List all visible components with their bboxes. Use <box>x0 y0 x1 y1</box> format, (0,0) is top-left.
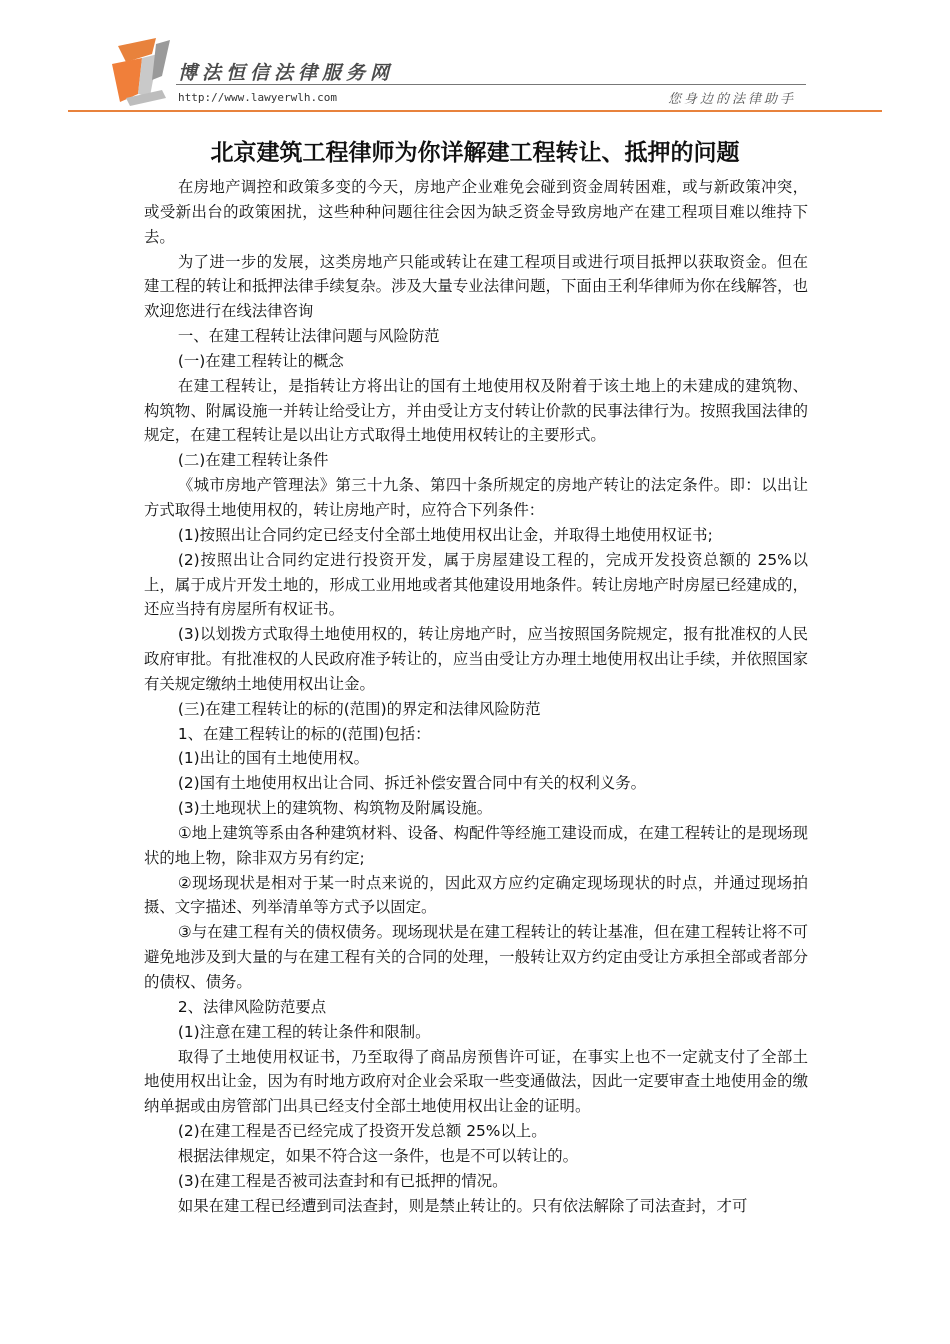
paragraph: 在建工程转让，是指转让方将出让的国有土地使用权及附着于该土地上的未建成的建筑物、构筑物、附属设施一并转让给受让方，并由受让方支付转让价款的民事法律行为。按照我国法律的规定，在建工程转让是以出让方式取得土地使用权转让的主要形式。 <box>144 376 808 445</box>
subsection-heading: (二)在建工程转让条件 <box>177 451 329 470</box>
list-item: (2)按照出让合同约定进行投资开发，属于房屋建设工程的，完成开发投资总额的 25%以上，属于成片开发土地的，形成工业用地或者其他建设用地条件。转让房地产时房屋已经建成的，还应当持有房屋所有权证书。 <box>144 550 808 619</box>
logo-icon <box>112 36 174 108</box>
site-url[interactable]: http://www.lawyerwlh.com <box>178 91 337 104</box>
list-item: (2)在建工程是否已经完成了投资开发总额 25%以上。 <box>177 1122 547 1141</box>
list-item: ②现场现状是相对于某一时点来说的，因此双方应约定确定现场现状的时点，并通过现场拍摄、文字描述、列举清单等方式予以固定。 <box>144 873 808 917</box>
paragraph: 根据法律规定，如果不符合这一条件，也是不可以转让的。 <box>177 1146 579 1165</box>
paragraph: 《城市房地产管理法》第三十九条、第四十条所规定的房地产转让的法定条件。即：以出让方式取得土地使用权的，转让房地产时，应符合下列条件： <box>144 476 808 519</box>
paragraph: 为了进一步的发展，这类房地产只能或转让在建工程项目或进行项目抵押以获取资金。但在建工程的转让和抵押法律手续复杂。涉及大量专业法律问题，下面由王利华律师为你在线解答，也欢迎您进行在线法律咨询 <box>144 252 808 321</box>
subsection-heading: (一)在建工程转让的概念 <box>177 351 344 370</box>
article-body <box>144 175 808 1218</box>
subsection-heading: (三)在建工程转让的标的(范围)的界定和法律风险防范 <box>177 699 541 718</box>
list-item: ③与在建工程有关的债权债务。现场现状是在建工程转让的转让基准，但在建工程转让将不可避免地涉及到大量的与在建工程有关的合同的处理，一般转让双方约定由受让方承担全部或者部分的债权、债务。 <box>144 923 808 991</box>
site-name: 博法恒信法律服务网 <box>178 62 395 84</box>
paragraph: 2、法律风险防范要点 <box>177 997 327 1016</box>
list-item: (1)出让的国有土地使用权。 <box>177 749 369 768</box>
paragraph: 1、在建工程转让的标的(范围)包括： <box>177 724 431 743</box>
paragraph: 取得了土地使用权证书，乃至取得了商品房预售许可证，在事实上也不一定就支付了全部土地使用权出让金，因为有时地方政府对企业会采取一些变通做法，因此一定要审查土地使用金的缴纳单据或由房管部门出具已经支付全部土地使用权出让金的证明。 <box>144 1047 808 1116</box>
page-title: 北京建筑工程律师为你详解建工程转让、抵押的问题 <box>210 140 740 166</box>
site-slogan: 您身边的法律助手 <box>668 92 797 107</box>
list-item: (3)土地现状上的建筑物、构筑物及附属设施。 <box>177 799 493 818</box>
paragraph: 在房地产调控和政策多变的今天，房地产企业难免会碰到资金周转困难，或与新政策冲突，或受新出台的政策困扰，这些种种问题往往会因为缺乏资金导致房地产在建工程项目难以维持下去。 <box>144 178 808 246</box>
list-item: ①地上建筑等系由各种建筑材料、设备、构配件等经施工建设而成，在建工程转让的是现场现状的地上物，除非双方另有约定; <box>144 823 808 867</box>
paragraph: 如果在建工程已经遭到司法查封，则是禁止转让的。只有依法解除了司法查封，才可 <box>177 1196 748 1215</box>
header-accent-bar <box>68 110 882 112</box>
page-header <box>0 0 950 120</box>
list-item: (1)注意在建工程的转让条件和限制。 <box>177 1022 431 1041</box>
list-item: (1)按照出让合同约定已经支付全部土地使用权出让金，并取得土地使用权证书; <box>177 525 713 544</box>
list-item: (3)在建工程是否被司法查封和有已抵押的情况。 <box>177 1171 508 1190</box>
header-divider <box>176 84 806 85</box>
list-item: (3)以划拨方式取得土地使用权的，转让房地产时，应当按照国务院规定，报有批准权的人民政府审批。有批准权的人民政府准予转让的，应当由受让方办理土地使用权出让手续，并依照国家有关规定缴纳土地使用权出让金。 <box>144 625 808 693</box>
list-item: (2)国有土地使用权出让合同、拆迁补偿安置合同中有关的权利义务。 <box>177 774 647 793</box>
section-heading: 一、在建工程转让法律问题与风险防范 <box>177 327 440 346</box>
